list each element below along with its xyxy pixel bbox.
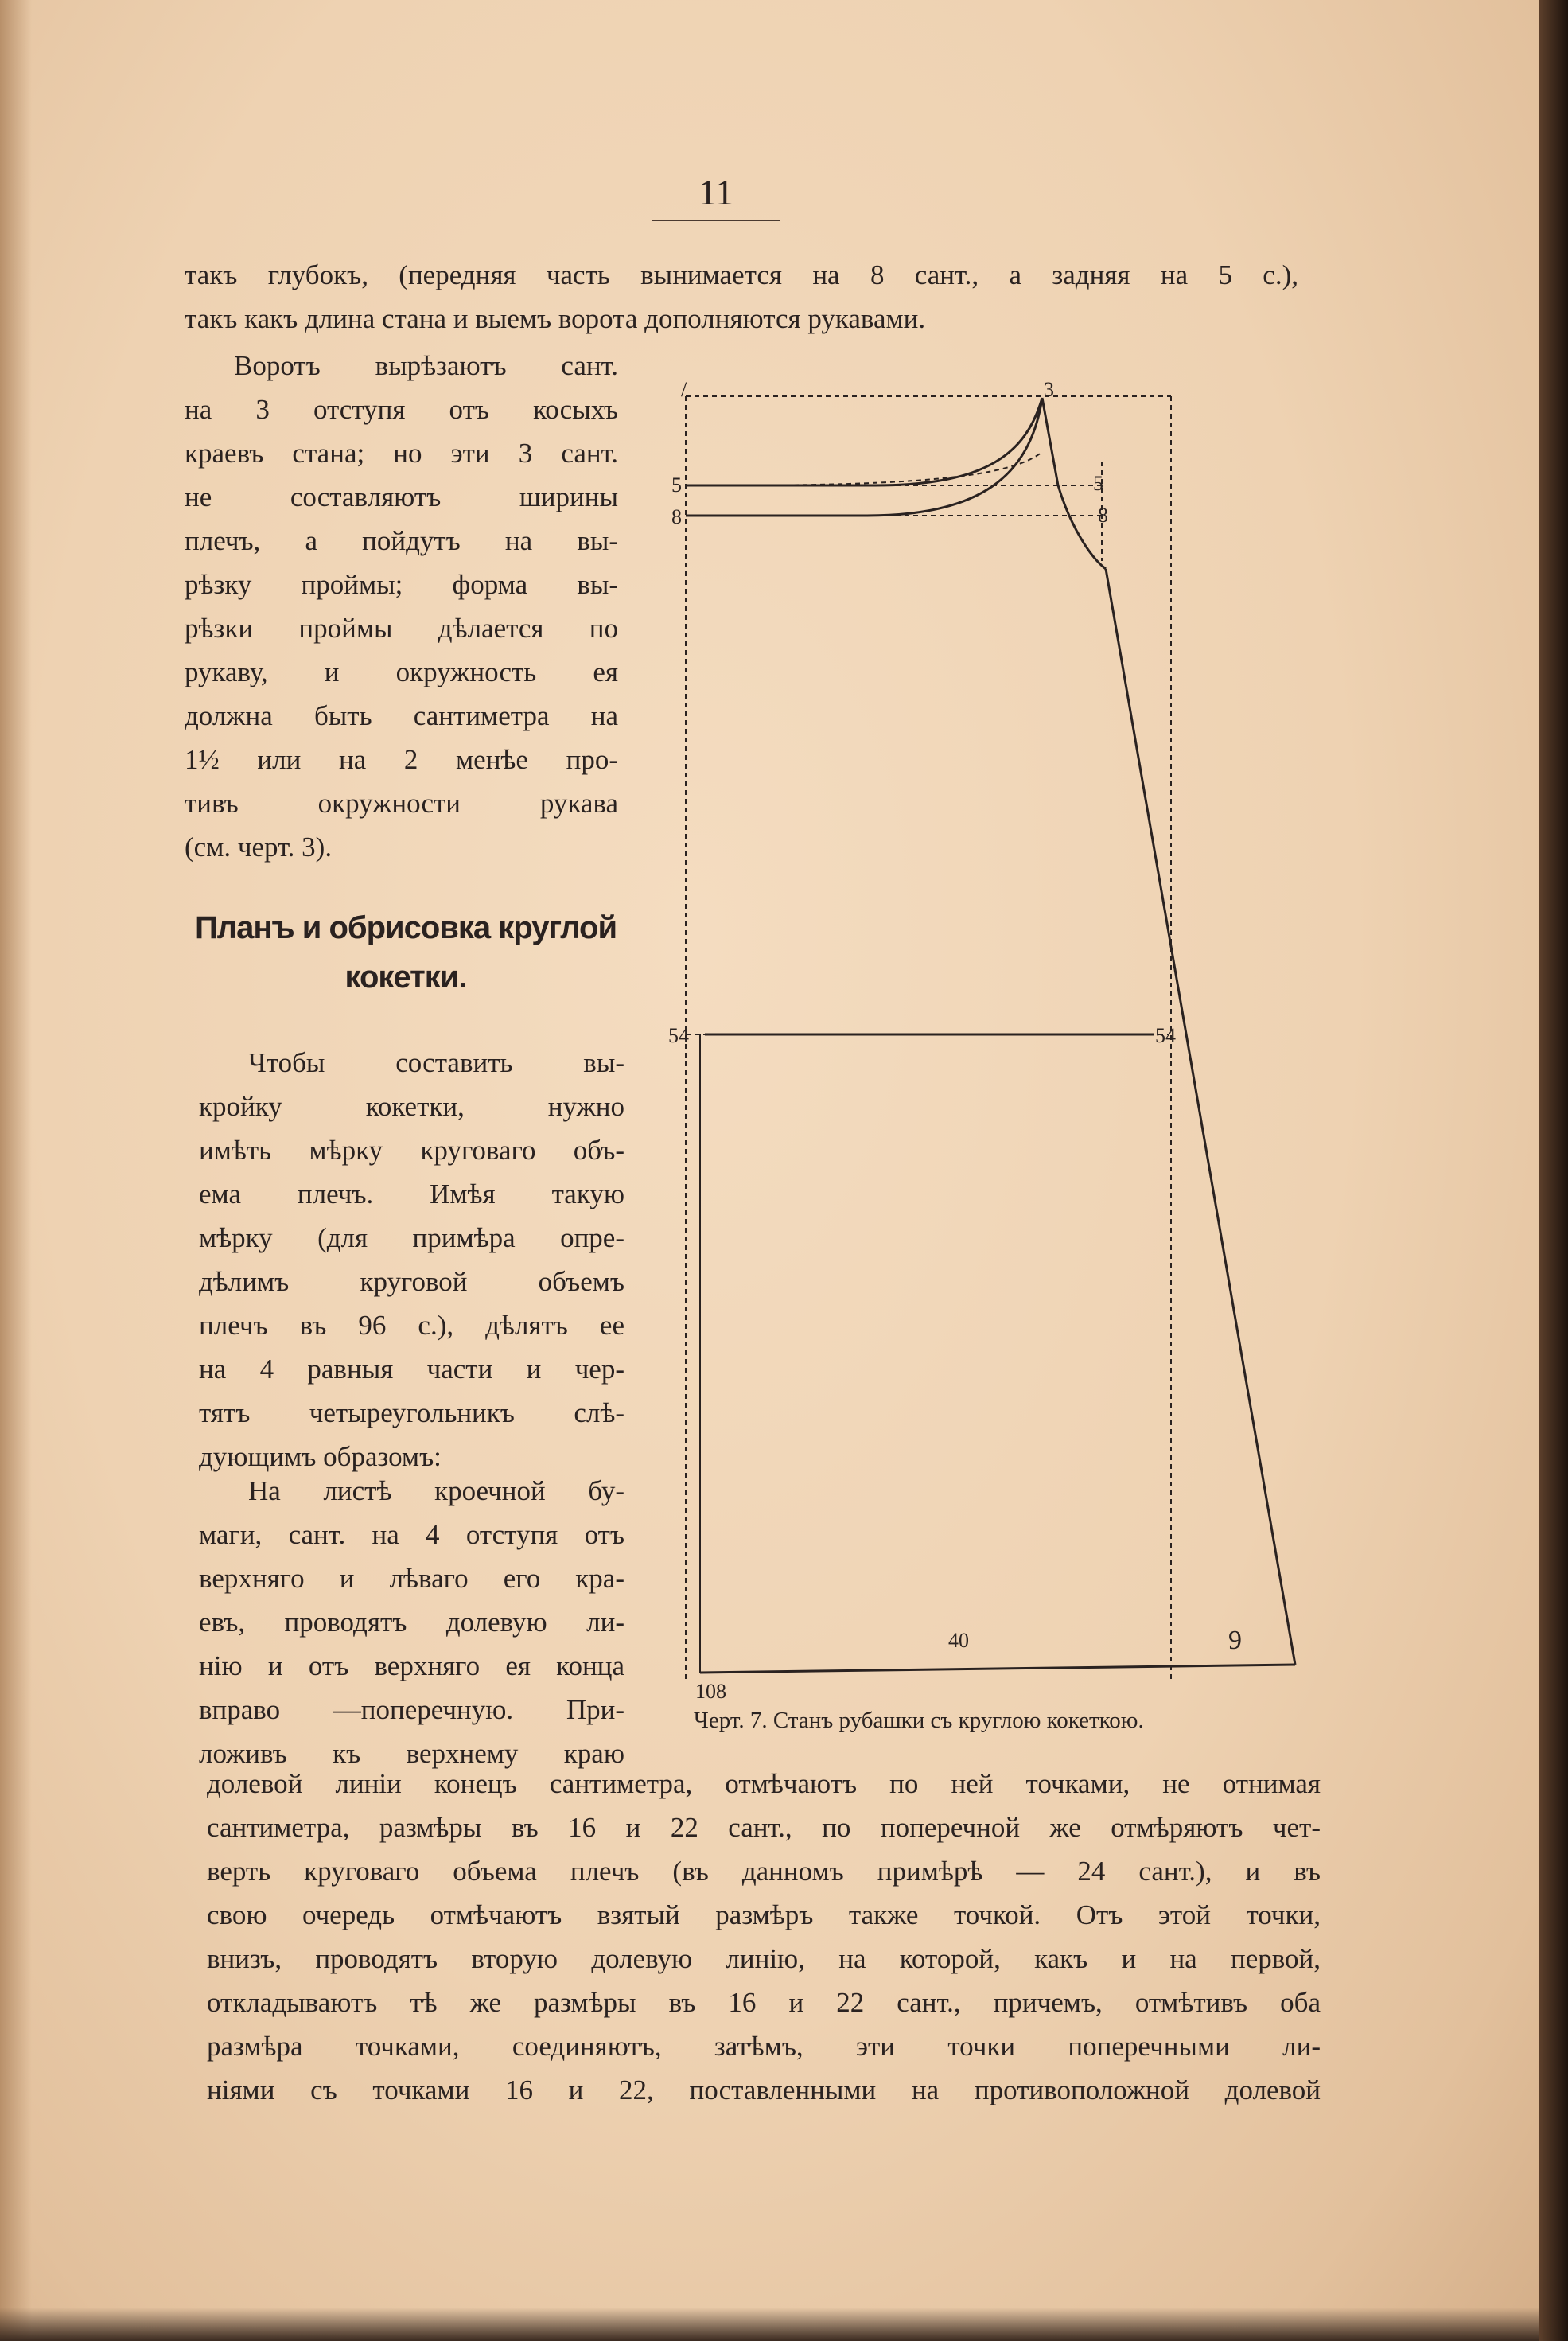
label-right-5: 5: [1093, 472, 1103, 495]
text-line: краевъ стана; но эти 3 сант.: [185, 438, 618, 469]
text-line: мѣрку (для примѣра опре-: [199, 1222, 624, 1253]
text-line: рѣзки проймы дѣлается по: [185, 613, 618, 644]
back-neck-curve: [724, 452, 1042, 485]
text-line: имѣть мѣрку круговаго объ-: [199, 1135, 624, 1166]
text-line: Чтобы составить вы-: [248, 1047, 624, 1078]
label-right-8: 8: [1098, 504, 1108, 527]
text-line: на 3 отступя отъ косыхъ: [185, 394, 618, 425]
text-line: маги, сант. на 4 отступя отъ: [199, 1519, 624, 1550]
text-line: 1½ или на 2 менѣе про-: [185, 744, 618, 775]
top-line: такъ какъ длина стана и выемъ ворота дополняются рукавами.: [185, 303, 926, 334]
bottom-paragraph: [207, 1762, 1321, 2112]
label-108: 108: [695, 1680, 726, 1703]
text-line: внизъ, проводятъ вторую долевую линію, на которой, какъ и на первой,: [207, 1943, 1321, 1974]
label-40: 40: [948, 1629, 969, 1652]
text-line: не составляютъ ширины: [185, 481, 618, 512]
text-line: ніями съ точками 16 и 22, поставленными на противоположной долевой: [207, 2074, 1321, 2105]
text-line: Воротъ вырѣзаютъ сант.: [234, 350, 618, 381]
left-paragraph-1: [185, 344, 618, 869]
text-line: свою очередь отмѣчаютъ взятый размѣръ также точкой. Отъ этой точки,: [207, 1899, 1321, 1930]
text-line: вправо —поперечную. При-: [199, 1694, 624, 1725]
page-number: 11: [698, 172, 734, 212]
label-left-8: 8: [671, 505, 682, 528]
book-spine-edge: [1539, 0, 1568, 2341]
text-line: сантиметра, размѣры въ 16 и 22 сант., по поперечной же отмѣряютъ чет-: [207, 1812, 1321, 1843]
text-line: дующимъ образомъ:: [199, 1441, 442, 1472]
left-paragraph-2: [199, 1041, 624, 1478]
page-bottom-edge: [0, 2308, 1539, 2341]
label-9: 9: [1228, 1626, 1242, 1655]
text-line: верть круговаго объема плечъ (въ данномъ примѣрѣ — 24 сант.), и въ: [207, 1856, 1321, 1887]
label-right-54: 54: [1155, 1024, 1176, 1047]
text-line: тивъ окружности рукава: [185, 788, 618, 819]
top-line: такъ глубокъ, (передняя часть вынимается на 8 сант., а задняя на 5 с.),: [185, 259, 1298, 290]
text-line: нію и отъ верхняго ея конца: [199, 1650, 624, 1681]
section-heading: [183, 903, 628, 1002]
binding-shadow: [0, 0, 32, 2341]
front-neckline: [686, 398, 1042, 516]
side-seam: [1106, 569, 1295, 1665]
text-line: откладываютъ тѣ же размѣры въ 16 и 22 сант., причемъ, отмѣтивъ оба: [207, 1987, 1321, 2018]
pattern-drawing: [668, 366, 1313, 1703]
label-left-54: 54: [668, 1024, 689, 1047]
figure-caption: Черт. 7. Станъ рубашки съ круглою кокеткою.: [694, 1708, 1144, 1733]
hem-line: [700, 1665, 1295, 1673]
text-line: рукаву, и окружность ея: [185, 656, 618, 687]
text-line: верхняго и лѣваго его кра-: [199, 1563, 624, 1594]
left-paragraph-3: [199, 1469, 624, 1775]
text-line: размѣра точками, соединяютъ, затѣмъ, эти точки поперечными ли-: [207, 2031, 1321, 2062]
text-line: кройку кокетки, нужно: [199, 1091, 624, 1122]
text-line: на 4 равныя части и чер-: [199, 1354, 624, 1385]
heading-line-1: Планъ и обрисовка круглой: [194, 910, 617, 945]
label-top-point: 3: [1044, 378, 1054, 401]
text-line: плечъ, а пойдутъ на вы-: [185, 525, 618, 556]
text-line: рѣзку проймы; форма вы-: [185, 569, 618, 600]
text-line: должна быть сантиметра на: [185, 700, 618, 731]
text-line: (см. черт. 3).: [185, 832, 333, 863]
text-line: На листѣ кроечной бу-: [248, 1475, 624, 1506]
label-left-5: 5: [671, 473, 682, 497]
heading-line-2: кокетки.: [344, 960, 467, 995]
label-corner: /: [681, 378, 687, 401]
text-line: ложивъ къ верхнему краю: [199, 1738, 624, 1769]
text-line: евъ, проводятъ долевую ли-: [199, 1607, 624, 1638]
top-paragraph: [185, 253, 1298, 341]
text-line: долевой линіи конецъ сантиметра, отмѣчаютъ по ней точками, не отнимая: [207, 1768, 1321, 1799]
text-line: плечъ въ 96 с.), дѣлятъ ее: [199, 1310, 624, 1341]
text-line: ема плечъ. Имѣя такую: [199, 1178, 624, 1209]
text-line: дѣлимъ круговой объемъ: [199, 1266, 624, 1297]
text-line: тятъ четыреугольникъ слѣ-: [199, 1397, 624, 1428]
page-number-rule: [652, 220, 780, 221]
